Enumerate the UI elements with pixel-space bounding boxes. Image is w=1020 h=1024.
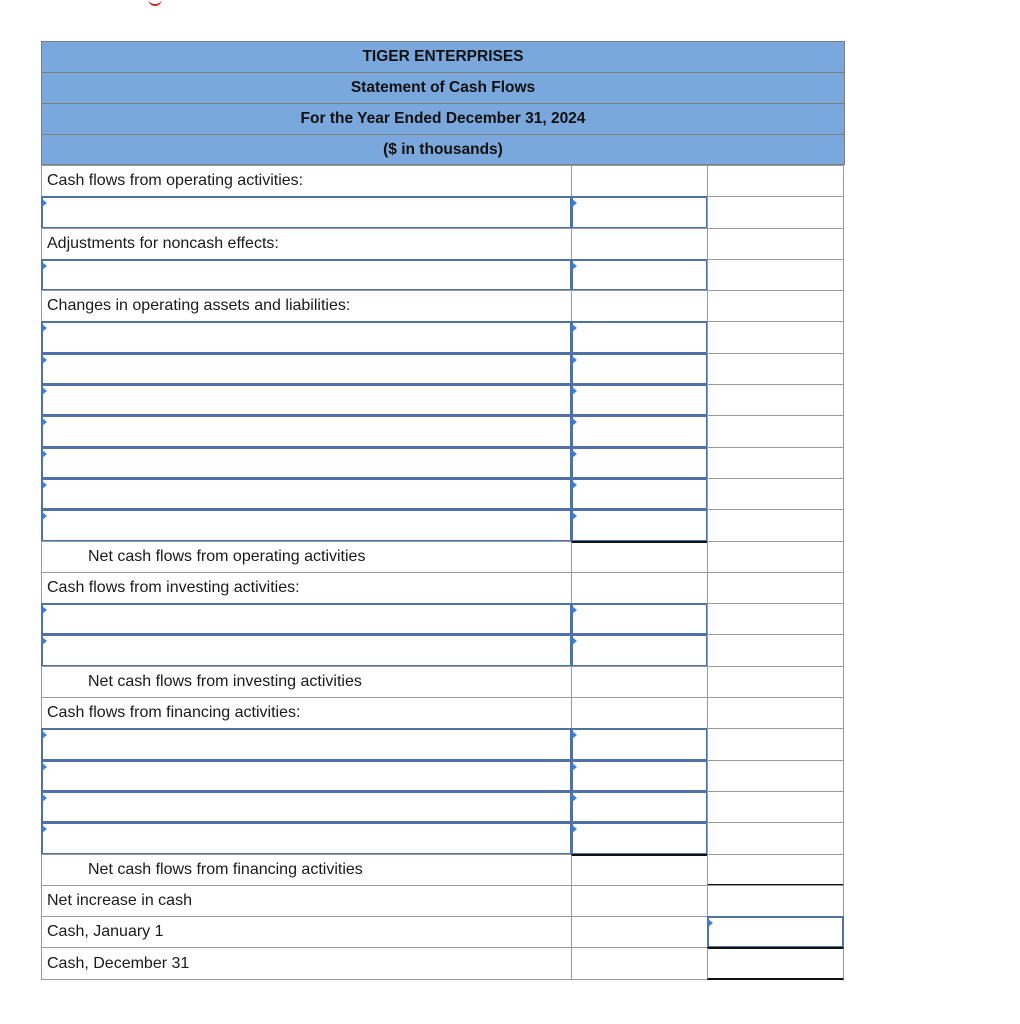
financing-item-2-amount-input[interactable] bbox=[571, 760, 708, 792]
table-row bbox=[41, 634, 845, 665]
table-row bbox=[41, 666, 845, 697]
net-financing-label: Net cash flows from financing activities bbox=[41, 854, 572, 886]
red-annotation-mark bbox=[148, 0, 162, 6]
financing-heading: Cash flows from financing activities: bbox=[41, 697, 572, 729]
cash-flow-statement-table bbox=[41, 41, 845, 979]
financing-item-1-amount-input[interactable] bbox=[571, 728, 708, 760]
table-row bbox=[41, 165, 845, 196]
table-row bbox=[41, 572, 845, 603]
financing-item-3-amount-input[interactable] bbox=[571, 791, 708, 823]
empty-cell bbox=[707, 478, 844, 510]
table-row bbox=[41, 259, 845, 290]
operating-heading: Cash flows from operating activities: bbox=[41, 165, 572, 197]
change-item-7-input[interactable] bbox=[41, 509, 572, 541]
empty-cell bbox=[707, 165, 844, 197]
table-row bbox=[41, 822, 845, 853]
empty-cell bbox=[707, 666, 844, 698]
table-row bbox=[41, 290, 845, 321]
net-financing-amount-cell bbox=[571, 854, 708, 886]
net-operating-label: Net cash flows from operating activities bbox=[41, 541, 572, 573]
table-row bbox=[41, 447, 845, 478]
adjustment-item-1-input[interactable] bbox=[41, 259, 572, 291]
table-row bbox=[41, 415, 845, 446]
net-investing-label: Net cash flows from investing activities bbox=[41, 666, 572, 698]
empty-cell bbox=[707, 321, 844, 353]
change-item-6-amount-input[interactable] bbox=[571, 478, 708, 510]
adjustments-heading: Adjustments for noncash effects: bbox=[41, 228, 572, 260]
company-name: TIGER ENTERPRISES bbox=[41, 41, 845, 72]
change-item-6-input[interactable] bbox=[41, 478, 572, 510]
change-item-3-amount-input[interactable] bbox=[571, 384, 708, 416]
empty-cell bbox=[707, 854, 844, 886]
table-row bbox=[41, 728, 845, 759]
net-increase-label: Net increase in cash bbox=[41, 885, 572, 917]
empty-cell bbox=[707, 259, 844, 291]
table-row bbox=[41, 760, 845, 791]
net-investing-amount-cell bbox=[571, 666, 708, 698]
empty-cell bbox=[707, 760, 844, 792]
cash-january-label: Cash, January 1 bbox=[41, 916, 572, 948]
change-item-5-input[interactable] bbox=[41, 447, 572, 479]
net-operating-amount-cell bbox=[571, 541, 708, 573]
empty-cell bbox=[707, 791, 844, 823]
table-row bbox=[41, 854, 845, 885]
table-row bbox=[41, 947, 845, 978]
table-row bbox=[41, 697, 845, 728]
empty-cell bbox=[707, 509, 844, 541]
investing-heading: Cash flows from investing activities: bbox=[41, 572, 572, 604]
change-item-2-input[interactable] bbox=[41, 353, 572, 385]
change-item-2-amount-input[interactable] bbox=[571, 353, 708, 385]
table-row bbox=[41, 478, 845, 509]
adjustment-item-1-amount-input[interactable] bbox=[571, 259, 708, 291]
financing-item-1-input[interactable] bbox=[41, 728, 572, 760]
changes-heading: Changes in operating assets and liabilities: bbox=[41, 290, 572, 322]
financing-item-2-input[interactable] bbox=[41, 760, 572, 792]
table-row bbox=[41, 384, 845, 415]
table-row bbox=[41, 791, 845, 822]
empty-cell bbox=[571, 228, 708, 260]
investing-item-2-input[interactable] bbox=[41, 634, 572, 666]
table-row bbox=[41, 321, 845, 352]
empty-cell bbox=[571, 916, 708, 948]
change-item-4-input[interactable] bbox=[41, 415, 572, 447]
financing-item-3-input[interactable] bbox=[41, 791, 572, 823]
cash-december-label: Cash, December 31 bbox=[41, 947, 572, 979]
empty-cell bbox=[707, 353, 844, 385]
empty-cell bbox=[571, 290, 708, 322]
empty-cell bbox=[707, 572, 844, 604]
table-row bbox=[41, 228, 845, 259]
cash-january-amount-input[interactable] bbox=[707, 916, 844, 948]
table-row bbox=[41, 885, 845, 916]
table-row bbox=[41, 509, 845, 540]
change-item-4-amount-input[interactable] bbox=[571, 415, 708, 447]
change-item-1-amount-input[interactable] bbox=[571, 321, 708, 353]
statement-period: For the Year Ended December 31, 2024 bbox=[41, 103, 845, 134]
table-row bbox=[41, 916, 845, 947]
operating-item-1-input[interactable] bbox=[41, 196, 572, 228]
table-row bbox=[41, 196, 845, 227]
net-increase-amount-cell bbox=[707, 885, 844, 917]
change-item-5-amount-input[interactable] bbox=[571, 447, 708, 479]
empty-cell bbox=[707, 447, 844, 479]
financing-item-4-amount-input[interactable] bbox=[571, 822, 708, 854]
cash-december-amount-cell bbox=[707, 947, 844, 979]
change-item-1-input[interactable] bbox=[41, 321, 572, 353]
empty-cell bbox=[707, 822, 844, 854]
empty-cell bbox=[707, 603, 844, 635]
empty-cell bbox=[571, 885, 708, 917]
investing-item-2-amount-input[interactable] bbox=[571, 634, 708, 666]
investing-item-1-input[interactable] bbox=[41, 603, 572, 635]
statement-units: ($ in thousands) bbox=[41, 134, 845, 165]
change-item-7-amount-input[interactable] bbox=[571, 509, 708, 541]
empty-cell bbox=[707, 196, 844, 228]
empty-cell bbox=[571, 572, 708, 604]
table-row bbox=[41, 603, 845, 634]
change-item-3-input[interactable] bbox=[41, 384, 572, 416]
statement-title: Statement of Cash Flows bbox=[41, 72, 845, 103]
empty-cell bbox=[707, 384, 844, 416]
empty-cell bbox=[707, 697, 844, 729]
investing-item-1-amount-input[interactable] bbox=[571, 603, 708, 635]
table-row bbox=[41, 353, 845, 384]
empty-cell bbox=[707, 228, 844, 260]
empty-cell bbox=[707, 634, 844, 666]
empty-cell bbox=[571, 947, 708, 979]
financing-item-4-input[interactable] bbox=[41, 822, 572, 854]
empty-cell bbox=[707, 415, 844, 447]
empty-cell bbox=[707, 541, 844, 573]
table-row bbox=[41, 541, 845, 572]
empty-cell bbox=[707, 728, 844, 760]
empty-cell bbox=[571, 165, 708, 197]
operating-item-1-amount-input[interactable] bbox=[571, 196, 708, 228]
empty-cell bbox=[707, 290, 844, 322]
empty-cell bbox=[571, 697, 708, 729]
